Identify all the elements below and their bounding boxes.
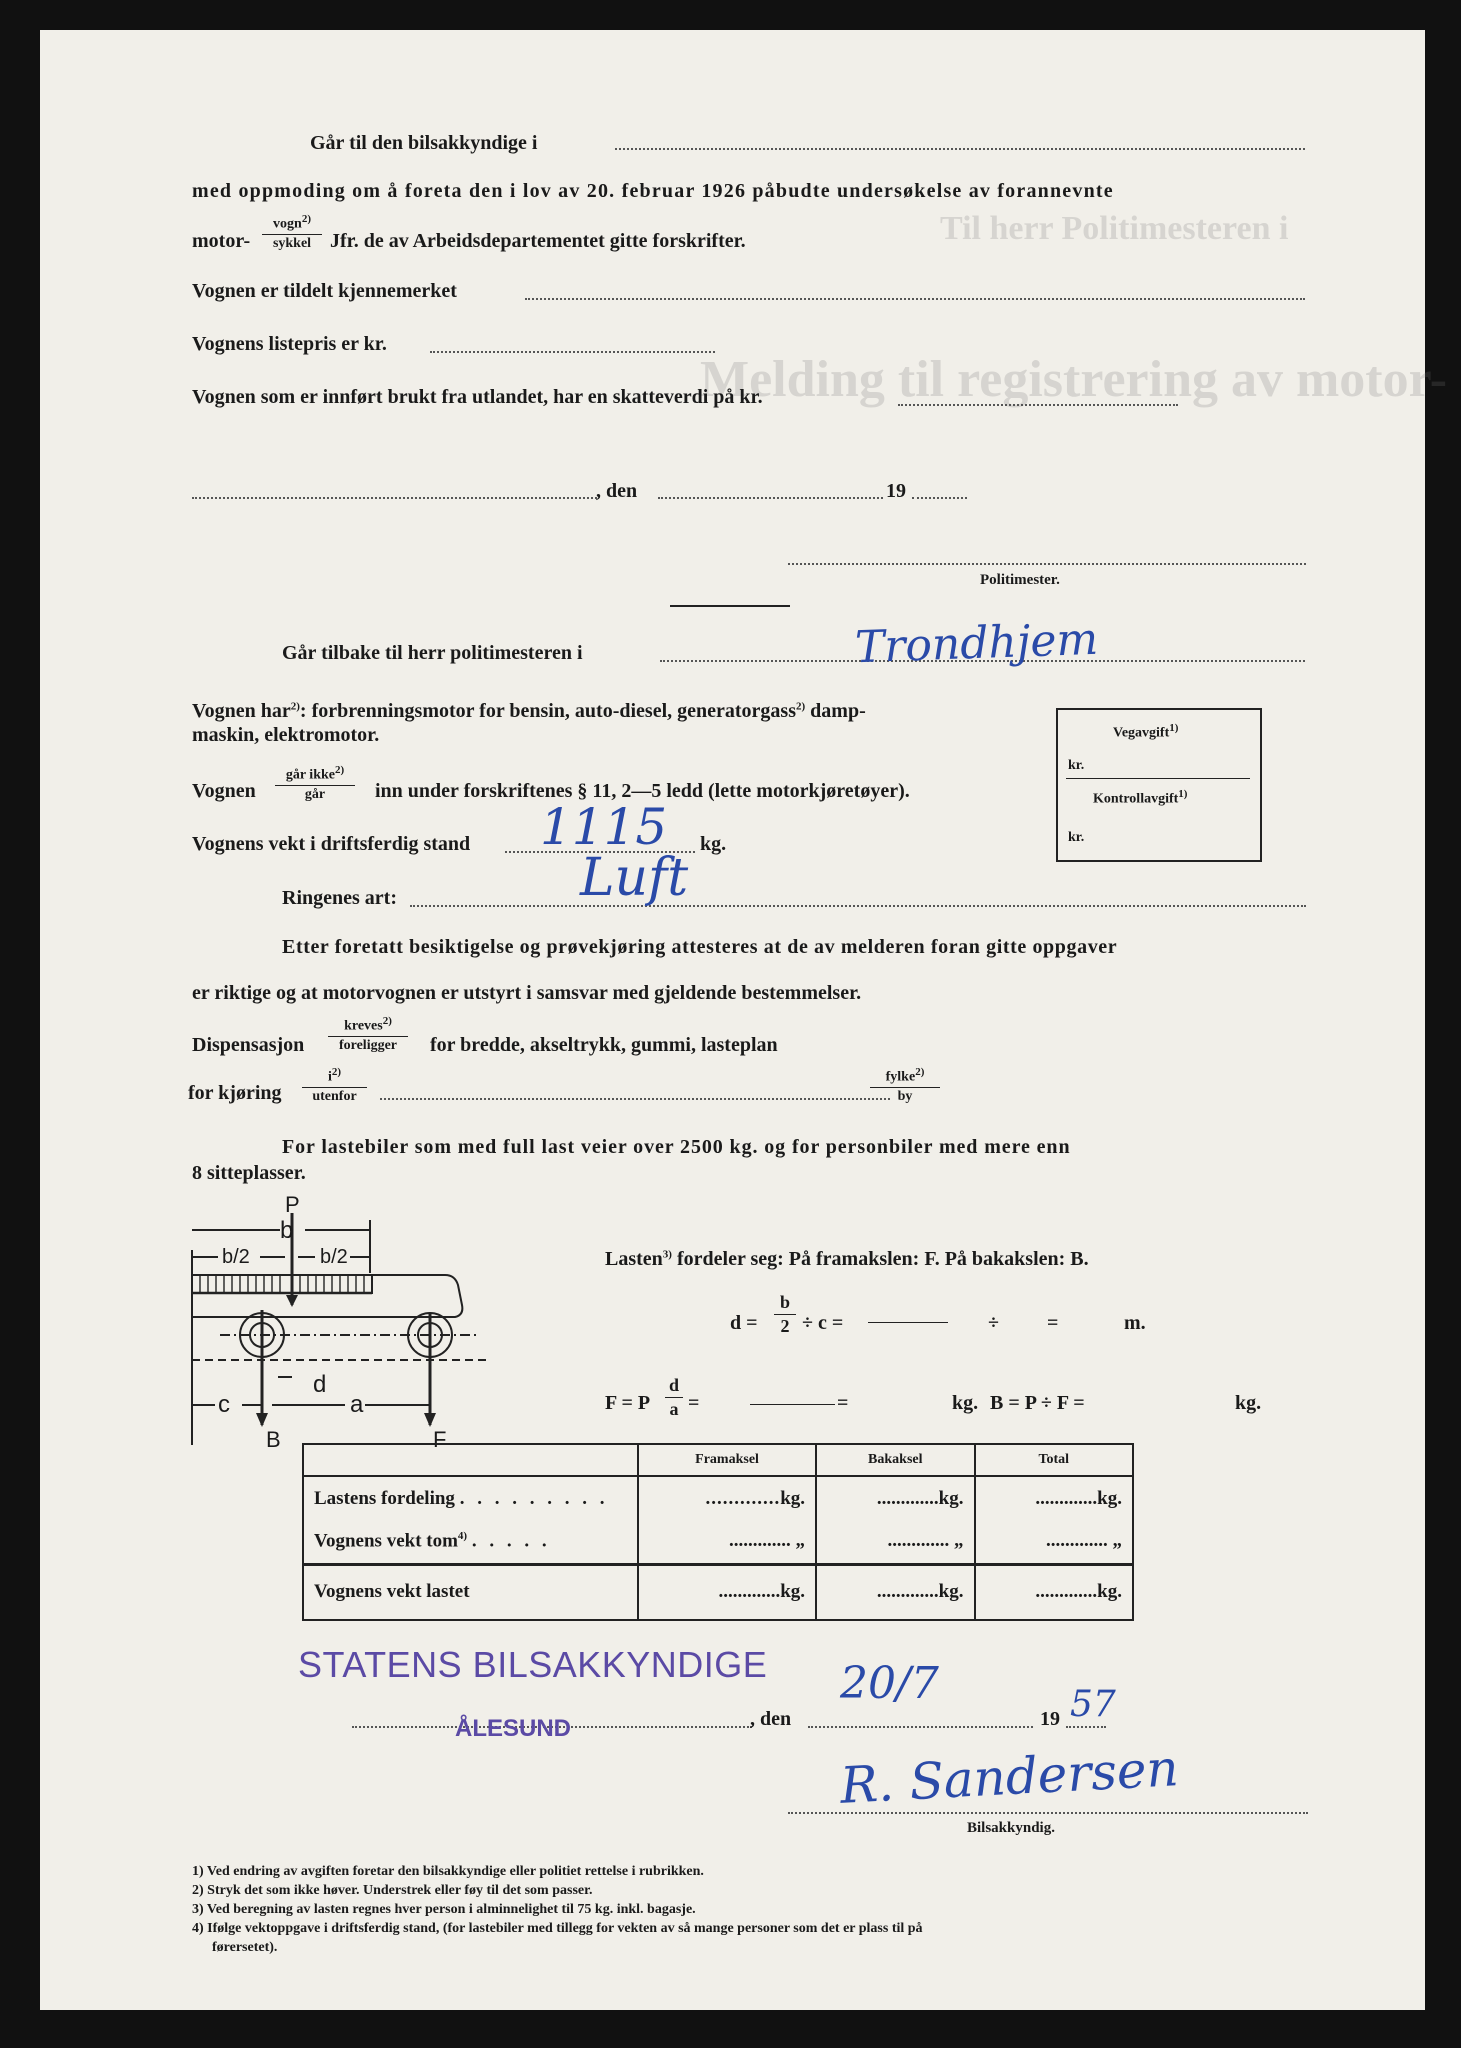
kontrollavgift-label: Kontrollavgift$^{1)}$ [1093, 788, 1188, 807]
table-header-total: Total [975, 1444, 1134, 1476]
footnote-2: 2) Stryk det som ikke høver. Understrek eller føy til det som passer. [192, 1883, 593, 1898]
table-header-bakaksel: Bakaksel [816, 1444, 974, 1476]
table-cell[interactable]: ............. „ [975, 1520, 1134, 1564]
diagram-label-b-half-left: b/2 [222, 1246, 250, 1268]
place-field[interactable] [192, 497, 597, 499]
vogn-sykkel-fraction: vogn$^{2)}$ sykkel [262, 213, 322, 252]
diagram-label-a: a [350, 1391, 364, 1418]
dispensasjon-label: Dispensasjon [192, 1034, 305, 1056]
innfort-label: Vognen som er innført brukt fra utlandet, har en skatteverdi på kr. [192, 386, 763, 408]
d-formula-unit: m. [1124, 1312, 1146, 1334]
date-field[interactable] [658, 497, 883, 499]
vekt-label: Vognens vekt i driftsferdig stand [192, 833, 471, 855]
kjennemerke-label: Vognen er tildelt kjennemerket [192, 280, 457, 302]
goes-back-label: Går tilbake til herr politimesteren i [282, 642, 583, 664]
signoff-den-label: , den [750, 1708, 792, 1730]
kreves-foreligger-fraction: kreves$^{2)}$ foreligger [328, 1015, 408, 1054]
goes-back-handwritten: Trondhjem [854, 613, 1099, 674]
goes-to-label: Går til den bilsakkyndige i [310, 132, 538, 154]
lasten-line: Lasten$^{3)}$ fordeler seg: På framakslen: F. På bakakslen: B. [605, 1248, 1089, 1270]
i-utenfor-fraction: $i^{2)}$ utenfor [302, 1066, 367, 1105]
attest-line-2: er riktige og at motorvognen er utstyrt i samsvar med gjeldende bestemmelser. [192, 982, 862, 1004]
ringenes-field[interactable] [410, 905, 1306, 907]
listepris-label: Vognens listepris er kr. [192, 333, 387, 355]
d-over-a-fraction: $\frac{d}{a}$ [665, 1375, 683, 1420]
vegavgift-label: Vegavgift$^{1)}$ [1113, 722, 1179, 741]
d-formula-eq: = [1047, 1312, 1059, 1334]
ringenes-handwritten: Luft [580, 848, 689, 908]
gar-ikke-gar-fraction: går ikke$^{2)}$ går [275, 764, 355, 803]
kjoring-field[interactable] [380, 1098, 890, 1100]
dispensasjon-rest: for bredde, akseltrykk, gummi, lasteplan [430, 1034, 778, 1056]
fee-box-divider [1066, 778, 1250, 779]
table-corner [303, 1444, 638, 1476]
kontrollavgift-kr: kr. [1068, 830, 1085, 845]
weight-table [302, 1443, 1134, 1621]
f-formula-blank[interactable] [750, 1404, 835, 1405]
lastebil-line-2: 8 sitteplasser. [192, 1162, 306, 1184]
table-cell[interactable]: .............kg. [816, 1476, 974, 1520]
signoff-year-label: 19 [1040, 1708, 1060, 1730]
skatteverdi-field[interactable] [898, 404, 1178, 406]
bilsakkyndig-label: Bilsakkyndig. [967, 1820, 1055, 1836]
year-label: 19 [886, 480, 906, 502]
table-cell[interactable]: .............kg. [638, 1564, 816, 1620]
d-formula-start: d = [730, 1312, 758, 1334]
politimester-signature-field[interactable] [788, 563, 1306, 565]
fee-box [1056, 708, 1262, 862]
signoff-year-field[interactable] [1066, 1726, 1106, 1728]
politimester-label: Politimester. [980, 572, 1060, 588]
request-line-1: med oppmoding om å foreta den i lov av 20. februar 1926 påbudte undersøkelse av forannevnte [192, 180, 1114, 202]
forskrift-text: inn under forskriftenes § 11, 2—5 ledd (lette motorkjøretøyer). [375, 780, 910, 802]
footnote-4-cont: førersetet). [212, 1940, 278, 1955]
vognen-har-line-1: Vognen har$^{2)}$: forbrenningsmotor for bensin, auto-diesel, generatorgass$^{2)}$ damp- [192, 700, 866, 722]
separator-line [670, 605, 790, 607]
b-formula: B = P ÷ F = [990, 1392, 1085, 1414]
table-cell[interactable]: ............. „ [638, 1520, 816, 1564]
table-row-label: Vognens vekt tom$^{4)}$ . . . . . [303, 1520, 638, 1564]
footnote-1: 1) Ved endring av avgiften foretar den bilsakkyndige eller politiet rettelse i rubrikken. [192, 1864, 704, 1879]
d-formula-blank-1[interactable] [868, 1322, 948, 1323]
stamp-line-2: ÅLESUND [455, 1715, 572, 1742]
motor-prefix: motor- [192, 230, 251, 252]
b-formula-kg: kg. [1235, 1392, 1262, 1414]
diagram-label-F: F [433, 1427, 447, 1452]
table-row-label: Vognens vekt lastet [303, 1564, 638, 1620]
bleed-through-text: Til herr Politimesteren i [940, 210, 1289, 247]
d-formula-div: ÷ [988, 1312, 999, 1334]
table-cell[interactable]: .............kg. [816, 1564, 974, 1620]
ringenes-label: Ringenes art: [282, 887, 397, 909]
diagram-label-b-half-right: b/2 [320, 1246, 348, 1268]
f-formula-start: F = P [605, 1392, 651, 1414]
table-cell[interactable]: .............kg. [638, 1476, 816, 1520]
footnote-4: 4) Ifølge vektoppgave i driftsferdig stand, (for lastebiler med tillegg for vekten av så mange personer som det er plass til på [192, 1921, 923, 1936]
kjoring-label: for kjøring [188, 1082, 282, 1104]
listepris-field[interactable] [430, 351, 715, 353]
date-label: , den [596, 480, 638, 502]
attest-line-1: Etter foretatt besiktigelse og prøvekjøring attesteres at de av melderen foran gitte oppgaver [282, 936, 1118, 958]
f-formula-eq2: = [837, 1392, 849, 1414]
table-cell[interactable]: .............kg. [975, 1564, 1134, 1620]
bilsakkyndig-signature: R. Sandersen [838, 1739, 1180, 1815]
f-formula-eq: = [688, 1392, 700, 1414]
vekt-unit: kg. [700, 833, 727, 855]
lastebil-line-1: For lastebiler som med full last veier over 2500 kg. og for personbiler med mere enn [282, 1136, 1071, 1158]
diagram-label-B: B [266, 1427, 281, 1452]
table-header-framaksel: Framaksel [638, 1444, 816, 1476]
kjennemerke-field[interactable] [525, 298, 1305, 300]
b-half-fraction: $\frac{b}{2}$ [774, 1292, 796, 1337]
vekt-handwritten: 1115 [540, 798, 668, 856]
table-row-label: Lastens fordeling . . . . . . . . . [303, 1476, 638, 1520]
d-formula-rest: ÷ c = [802, 1312, 844, 1334]
document-page [40, 30, 1448, 2010]
table-cell[interactable]: ............. „ [816, 1520, 974, 1564]
request-line-2: Jfr. de av Arbeidsdepartementet gitte forskrifter. [330, 230, 746, 252]
signoff-year-handwritten: 57 [1070, 1684, 1116, 1725]
f-formula-kg: kg. [952, 1392, 979, 1414]
bleed-through-heading: Melding til registrering av motor- [700, 351, 1448, 408]
signoff-date-handwritten: 20/7 [840, 1658, 939, 1709]
fylke-by-fraction: fylke$^{2)}$ by [870, 1066, 940, 1105]
diagram-label-p: P [285, 1192, 300, 1217]
diagram-label-b: b [280, 1217, 294, 1244]
table-cell[interactable]: .............kg. [975, 1476, 1134, 1520]
vognen-har-line-2: maskin, elektromotor. [192, 724, 380, 746]
diagram-label-d: d [313, 1371, 327, 1398]
signoff-date-field[interactable] [808, 1726, 1033, 1728]
goes-to-field[interactable] [615, 148, 1305, 150]
diagram-label-c: c [218, 1391, 230, 1418]
vegavgift-kr: kr. [1068, 758, 1085, 773]
vognen-label: Vognen [192, 780, 256, 802]
year-field[interactable] [912, 497, 967, 499]
load-distribution-diagram [190, 1192, 610, 1465]
footnote-3: 3) Ved beregning av lasten regnes hver person i alminnelighet til 75 kg. inkl. bagasje. [192, 1902, 696, 1917]
stamp-line-1: STATENS BILSAKKYNDIGE [298, 1644, 768, 1685]
